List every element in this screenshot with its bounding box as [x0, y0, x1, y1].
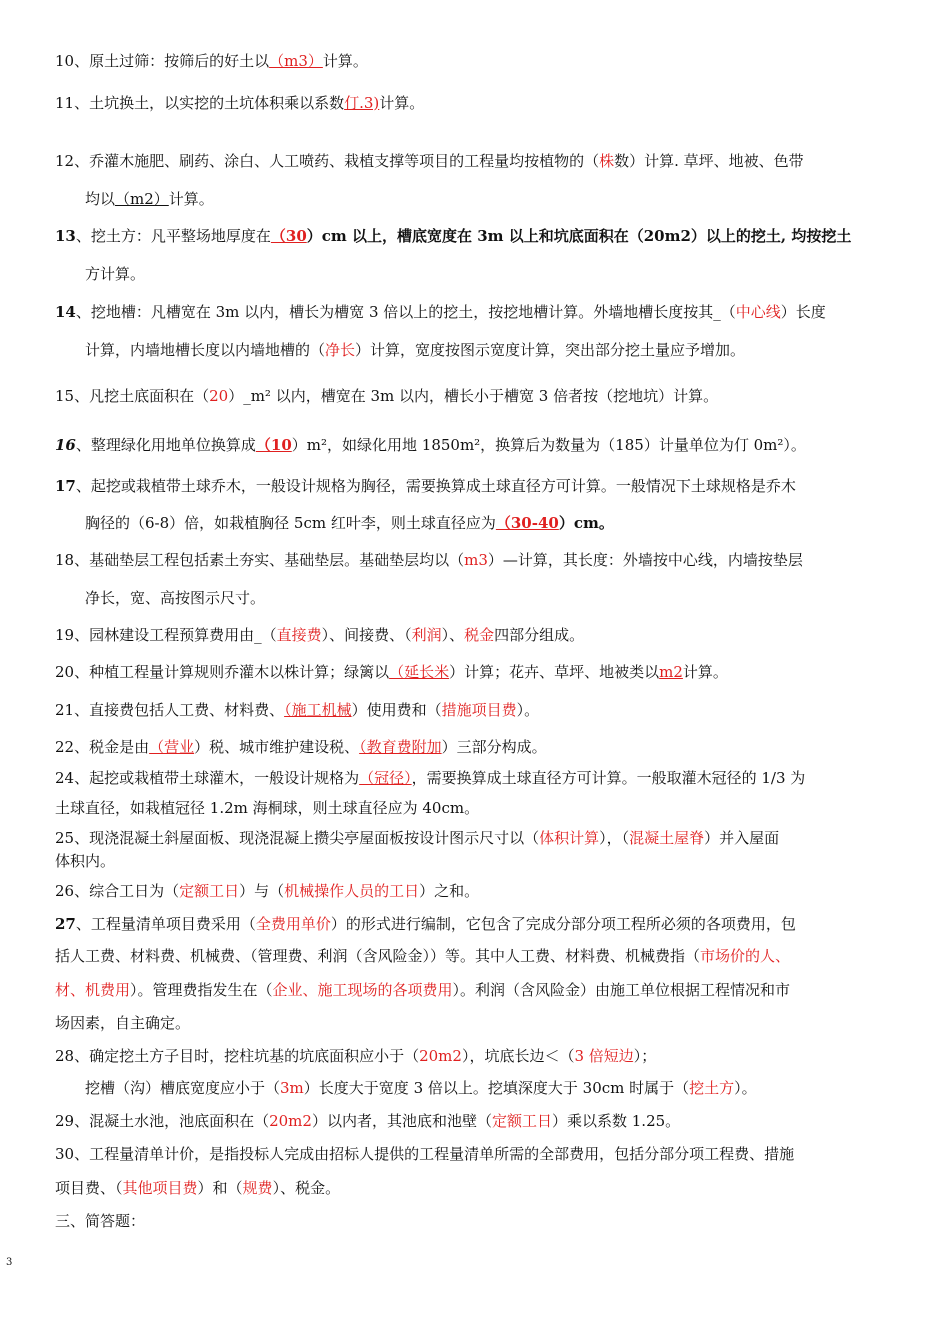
answer: 直接费: [276, 626, 322, 644]
question-24: 24、起挖或栽植带土球灌木，一般设计规格为（冠径），需要换算成土球直径方可计算。一般取灌木冠径的 1/3 为: [55, 769, 806, 787]
answer: 税金: [464, 626, 495, 644]
answer: （冠径）: [359, 769, 412, 787]
answer: 定额工日: [179, 882, 240, 900]
answer: 20: [209, 387, 229, 405]
question-27-cont-1: 括人工费、材料费、机械费、（管理费、利润（含风险金））等。其中人工费、材料费、机械费指（市场价的人、: [55, 947, 791, 965]
question-10: 10、原土过筛：按筛后的好土以（m3）计算。: [55, 52, 368, 70]
answer: m3: [464, 551, 488, 569]
question-20: 20、种植工程量计算规则乔灌木以株计算；绿篱以（延长米）计算；花卉、草坪、地被类以m2计算。: [55, 663, 728, 681]
question-30-cont: 项目费、（其他项目费）和（规费）、税金。: [55, 1179, 341, 1197]
question-28: 28、确定挖土方子目时，挖柱坑基的坑底面积应小于（20m2），坑底长边＜（3 倍短边）；: [55, 1047, 657, 1065]
question-27-cont-3: 场因素，自主确定。: [55, 1014, 191, 1032]
question-18-cont: 净长，宽、高按图示尺寸。: [85, 589, 266, 607]
answer: （营业: [149, 738, 195, 756]
answer: 规费: [242, 1179, 273, 1197]
answer: 措施项目费: [441, 701, 517, 719]
question-28-cont: 挖槽（沟）槽底宽度应小于（3m）长度大于宽度 3 倍以上。挖填深度大于 30cm 时属于（挖土方）。: [85, 1079, 757, 1097]
answer: 材、机费用: [55, 981, 131, 999]
answer: 20m2: [419, 1047, 462, 1065]
question-17: 17、起挖或栽植带土球乔木，一般设计规格为胸径，需要换算成土球直径方可计算。一般情况下土球规格是乔木: [55, 477, 796, 495]
answer: （m2）: [115, 190, 169, 208]
question-27-cont-2: 材、机费用）。管理费指发生在（企业、施工现场的各项费用）。利润（含风险金）由施工单位根据工程情况和市: [55, 981, 791, 999]
question-22: 22、税金是由（营业）税、城市维护建设税、（教育费附加）三部分构成。: [55, 738, 547, 756]
question-16: 16、整理绿化用地单位换算成（10）m²，如绿化用地 1850m²，换算后为数量为（185）计量单位为仃 0m²）。: [55, 436, 806, 454]
answer: m2: [659, 663, 683, 681]
question-25-cont: 体积内。: [55, 852, 116, 870]
answer: 企业、施工现场的各项费用: [272, 981, 453, 999]
question-13: 13、挖土方：凡平整场地厚度在（30）cm 以上，槽底宽度在 3m 以上和坑底面积在（20m2）以上的挖土, 均按挖土: [55, 227, 852, 245]
question-18: 18、基础垫层工程包括素土夯实、基础垫层。基础垫层均以（m3）—计算，其长度：外墙按中心线，内墙按垫层: [55, 551, 803, 569]
answer: 机械操作人员的工日: [284, 882, 420, 900]
question-11: 11、土坑换土，以实挖的土坑体积乘以系数仃.3)计算。: [55, 94, 425, 112]
answer: 其他项目费: [122, 1179, 198, 1197]
answer: 中心线: [735, 303, 781, 321]
section-heading: 三、简答题：: [55, 1212, 146, 1230]
question-27: 27、工程量清单项目费采用（全费用单价）的形式进行编制，它包含了完成分部分项工程所必须的各项费用，包: [55, 915, 796, 933]
question-30: 30、工程量清单计价，是指投标人完成由招标人提供的工程量清单所需的全部费用，包括分部分项工程费、措施: [55, 1145, 795, 1163]
question-13-cont: 方计算。: [85, 265, 146, 283]
answer: 仃.3): [344, 94, 380, 112]
answer: （30-40: [495, 514, 559, 532]
answer: 混凝土屋脊: [629, 829, 705, 847]
answer: 利润: [411, 626, 442, 644]
answer: 3m: [280, 1079, 304, 1097]
answer: （施工机械: [284, 701, 352, 719]
question-12: 12、乔灌木施肥、刷药、涂白、人工喷药、栽植支撑等项目的工程量均按植物的（株数）计算. 草坪、地被、色带: [55, 152, 804, 170]
question-14-cont: 计算，内墙地槽长度以内墙地槽的（净长）计算，宽度按图示宽度计算，突出部分挖土量应予增加。: [85, 341, 746, 359]
answer: 定额工日: [491, 1112, 552, 1130]
question-29: 29、混凝土水池，池底面积在（20m2）以内者，其池底和池壁（定额工日）乘以系数 1.25。: [55, 1112, 681, 1130]
answer: （m3）: [269, 52, 323, 70]
question-21: 21、直接费包括人工费、材料费、（施工机械）使用费和（措施项目费）。: [55, 701, 540, 719]
answer: 挖土方: [689, 1079, 735, 1097]
question-14: 14、挖地槽：凡槽宽在 3m 以内，槽长为槽宽 3 倍以上的挖土，按挖地槽计算。外墙地槽长度按其_（中心线）长度: [55, 303, 826, 321]
answer: 20m2: [269, 1112, 312, 1130]
question-17-cont: 胸径的（6-8）倍，如栽植胸径 5cm 红叶李，则土球直径应为（30-40）cm。: [85, 514, 614, 532]
question-25: 25、现浇混凝土斜屋面板、现浇混凝上攒尖亭屋面板按设计图示尺寸以（体积计算），（混凝土屋脊）并入屋面: [55, 829, 780, 847]
page-number: 3: [6, 1257, 13, 1268]
answer: 株: [599, 152, 615, 170]
answer: （10: [255, 436, 292, 454]
answer: 全费用单价: [255, 915, 331, 933]
answer: 市场价的人、: [700, 947, 791, 965]
question-19: 19、园林建设工程预算费用由_（直接费）、间接费、（利润）、税金四部分组成。: [55, 626, 585, 644]
question-15: 15、凡挖土底面积在（20）_m² 以内，槽宽在 3m 以内，槽长小于槽宽 3 倍者按（挖地坑）计算。: [55, 387, 719, 405]
question-12-cont: 均以（m2）计算。: [85, 190, 214, 208]
answer: （教育费附加: [359, 738, 442, 756]
question-24-cont: 土球直径，如栽植冠径 1.2m 海桐球，则土球直径应为 40cm。: [55, 799, 480, 817]
answer: 3 倍短边: [574, 1047, 634, 1065]
answer: （30: [270, 227, 307, 245]
answer: 净长: [325, 341, 356, 359]
answer: （延长米: [389, 663, 450, 681]
answer: 体积计算: [539, 829, 600, 847]
question-26: 26、综合工日为（定额工日）与（机械操作人员的工日）之和。: [55, 882, 480, 900]
